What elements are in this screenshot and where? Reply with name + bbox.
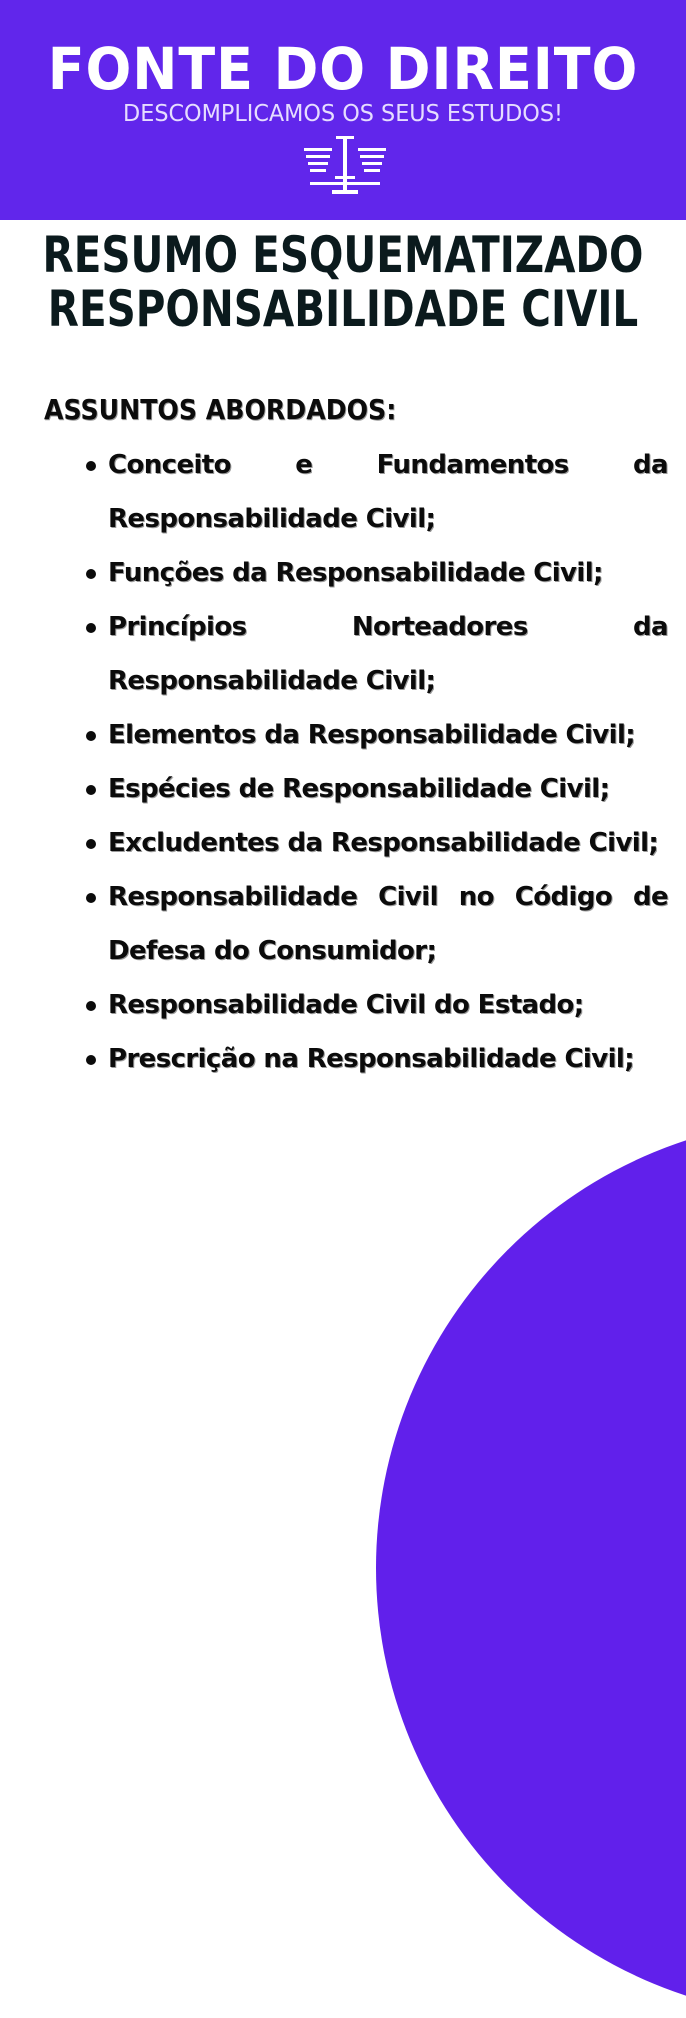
bullet-icon (86, 461, 96, 471)
document-title (0, 228, 686, 336)
topic-item: Responsabilidade Civil do Estado; (108, 978, 668, 1032)
bullet-icon (86, 1055, 96, 1065)
topics-list (84, 438, 668, 1086)
brand-title: FONTE DO DIREITO (47, 35, 639, 103)
scales-of-justice-icon (302, 134, 388, 198)
topic-item: Conceito e Fundamentos da Responsabilidade Civil; (108, 438, 668, 546)
topic-item: Prescrição na Responsabilidade Civil; (108, 1032, 668, 1086)
brand-header (0, 0, 686, 220)
bullet-icon (86, 785, 96, 795)
topic-item: Responsabilidade Civil no Código de Defesa do Consumidor; (108, 870, 668, 978)
topic-item: Princípios Norteadores da Responsabilidade Civil; (108, 600, 668, 708)
topic-item: Elementos da Responsabilidade Civil; (108, 708, 668, 762)
bullet-icon (86, 893, 96, 903)
document-title-line2: RESPONSABILIDADE CIVIL (47, 280, 639, 338)
bullet-icon (86, 731, 96, 741)
bullet-icon (86, 1001, 96, 1011)
bullet-icon (86, 623, 96, 633)
topics-heading: ASSUNTOS ABORDADOS: (44, 393, 397, 426)
topic-item: Espécies de Responsabilidade Civil; (108, 762, 668, 816)
document-title-line1: RESUMO ESQUEMATIZADO (42, 226, 644, 284)
bullet-icon (86, 569, 96, 579)
brand-subtitle: DESCOMPLICAMOS OS SEUS ESTUDOS! (123, 101, 563, 127)
topic-item: Excludentes da Responsabilidade Civil; (108, 816, 668, 870)
topic-item: Funções da Responsabilidade Civil; (108, 546, 668, 600)
decorative-corner-circle (376, 1118, 686, 2018)
bullet-icon (86, 839, 96, 849)
